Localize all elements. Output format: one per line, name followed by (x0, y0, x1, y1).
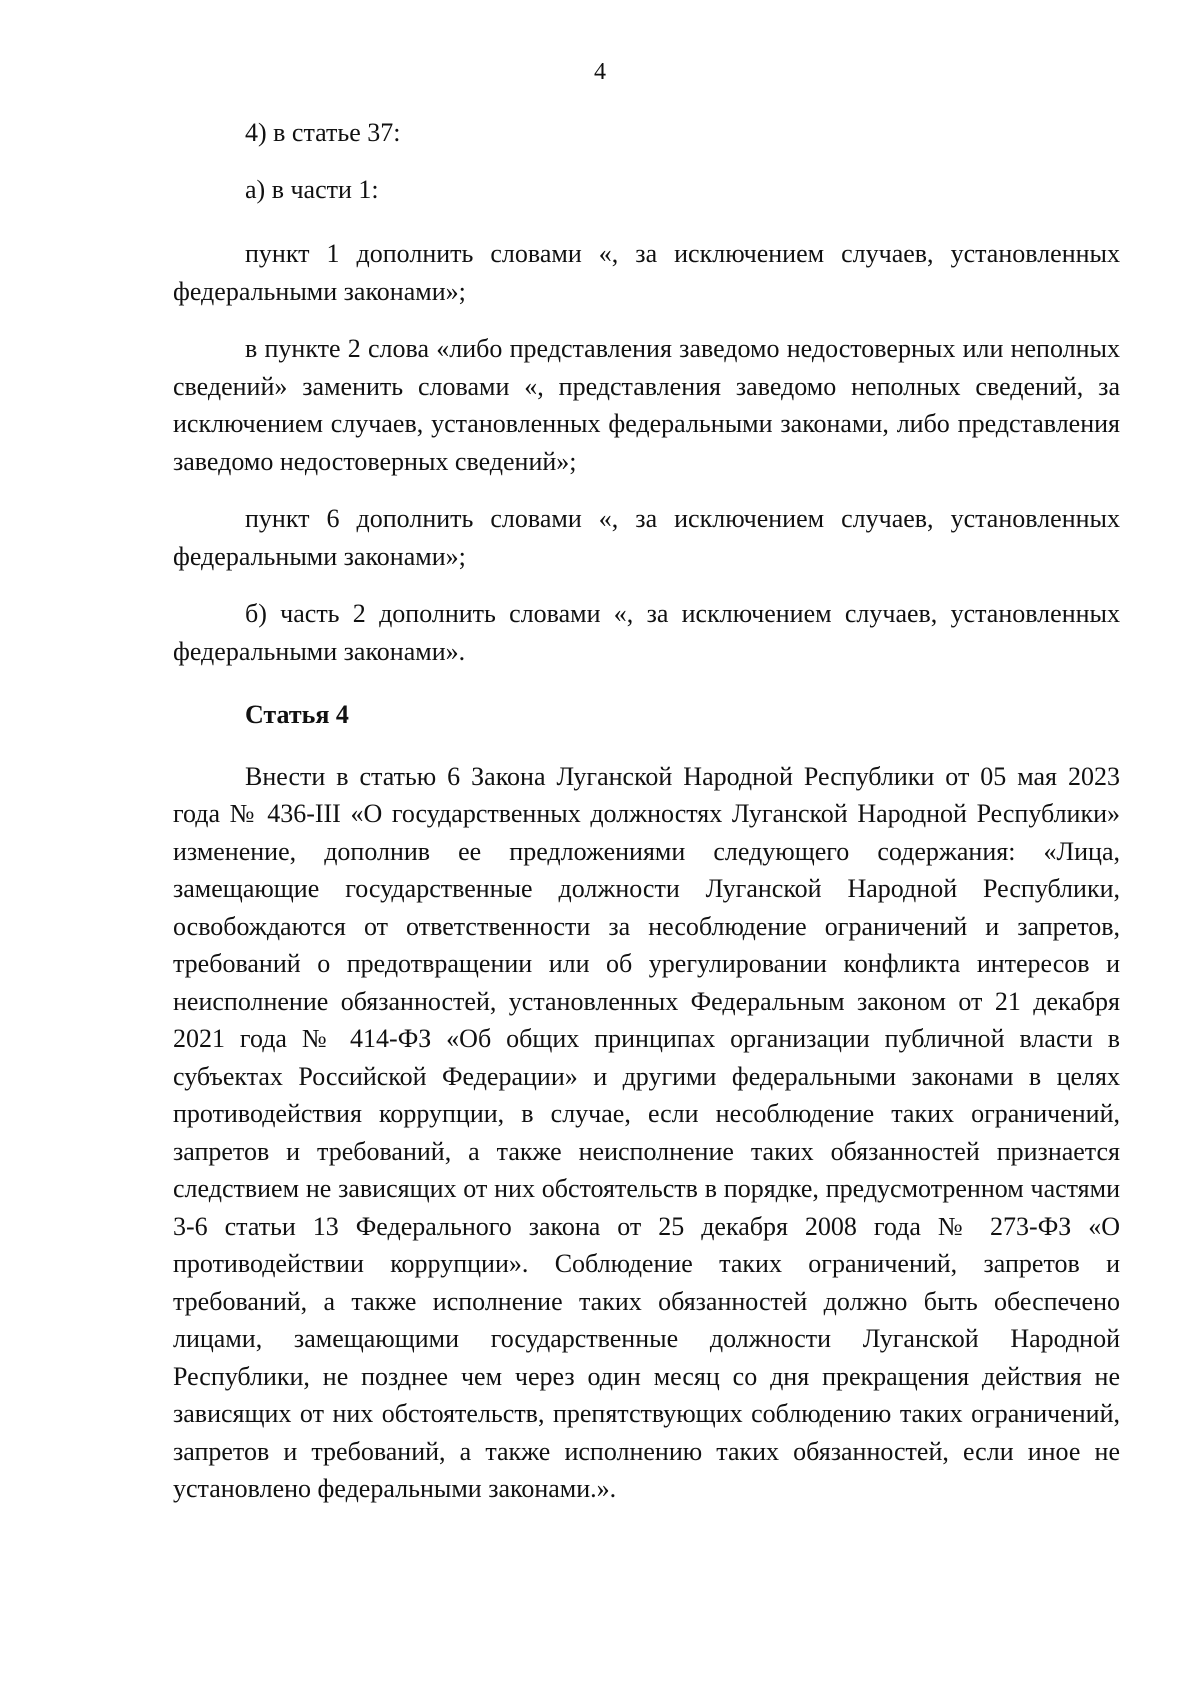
document-body (173, 114, 1120, 1508)
paragraph-item-1: пункт 1 дополнить словами «, за исключением случаев, установленных федеральными законами»; (173, 239, 1120, 306)
paragraph-part-2: б) часть 2 дополнить словами «, за исключением случаев, установленных федеральными законами». (173, 599, 1120, 666)
paragraph-item-6: пункт 6 дополнить словами «, за исключением случаев, установленных федеральными законами»; (173, 504, 1120, 571)
page-number: 4 (594, 59, 606, 85)
paragraph-item-2: в пункте 2 слова «либо представления заведомо недостоверных или неполных сведений» заменить словами «, представления заведомо неполных сведений, за исключением случаев, установленных федеральными законами, либо представления заведомо недостоверных сведений»; (173, 334, 1120, 476)
article-text: Внести в статью 6 Закона Луганской Народной Республики от 05 мая 2023 года № 436-III «О государственных должностях Луганской Народной Республики» изменение, дополнив ее предложениями следующего содержания: «Лица, замещающие государственные должности Луганской Народной Республики, освобождаются от ответственности за несоблюдение ограничений и запретов, требований о предотвращении или об урегулировании конфликта интересов и неисполнение обязанностей, установленных Федеральным законом от 21 декабря 2021 года № 414-ФЗ «Об общих принципах организации публичной власти в субъектах Российской Федерации» и другими федеральными законами в целях противодействия коррупции, в случае, если несоблюдение таких ограничений, запретов и требований, а также неисполнение таких обязанностей признается следствием не зависящих от них обстоятельств в порядке, предусмотренном частями 3-6 статьи 13 Федерального закона от 25 декабря 2008 года № 273-ФЗ «О противодействии коррупции». Соблюдение таких ограничений, запретов и требований, а также исполнение таких обязанностей должно быть обеспечено лицами, замещающими государственные должности Луганской Народной Республики, не позднее чем через один месяц со дня прекращения действия не зависящих от них обстоятельств, препятствующих соблюдению таких ограничений, запретов и требований, а также исполнению таких обязанностей, если иное не установлено федеральными законами.». (173, 761, 1120, 1503)
paragraph-part-1-intro: а) в части 1: (245, 174, 379, 204)
article-heading: Статья 4 (245, 700, 349, 729)
paragraph-article-37-intro: 4) в статье 37: (245, 118, 401, 147)
